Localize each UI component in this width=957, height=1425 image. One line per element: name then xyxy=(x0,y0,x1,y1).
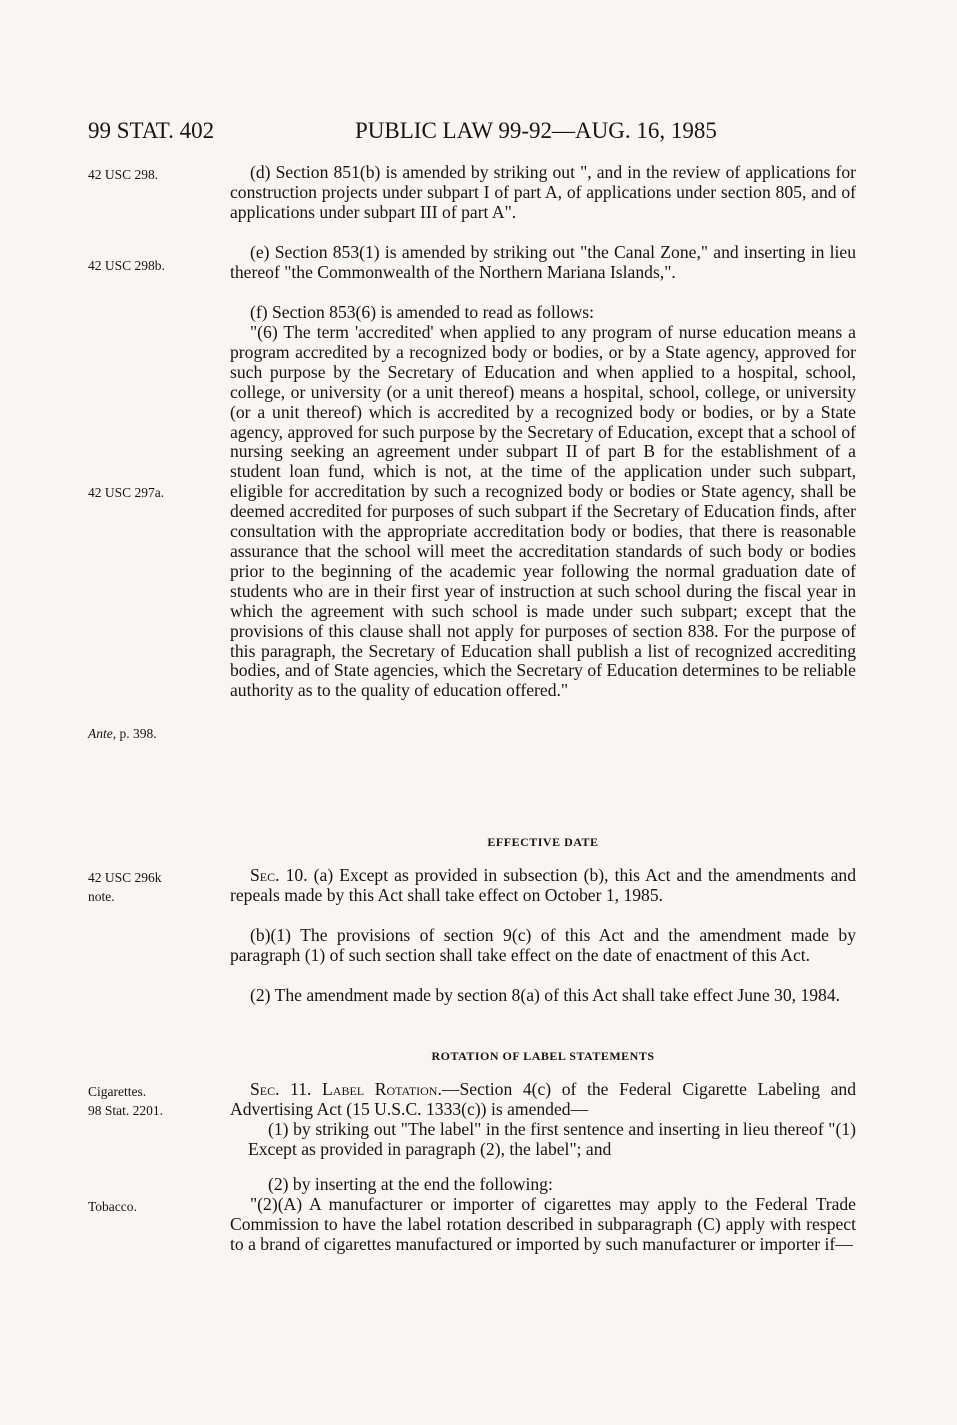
margin-note-ante xyxy=(88,724,218,743)
heading-effective-date: EFFECTIVE DATE xyxy=(487,835,599,849)
section-label: Sec. xyxy=(250,1079,280,1099)
section-10 xyxy=(230,866,856,906)
paragraph-11-2: (2) by inserting at the end the following: xyxy=(268,1174,553,1194)
stat-page-number: 99 STAT. 402 xyxy=(88,118,215,143)
section-label: Sec. xyxy=(250,865,280,885)
margin-note-42usc298b: 42 USC 298b. xyxy=(88,258,165,273)
paragraph-f: (f) Section 853(6) is amended to read as follows: xyxy=(250,302,594,322)
margin-note-42usc297a: 42 USC 297a. xyxy=(88,485,165,500)
paragraph-b1: (b)(1) The provisions of section 9(c) of this Act and the amendment made by paragraph (1) of such section shall take effect on the date of enactment of this Act. xyxy=(230,925,856,965)
section-caption: Label Rotation xyxy=(322,1079,438,1099)
section-11-text: .—Section 4(c) of the Federal Cigarette Labeling and Advertising Act (15 U.S.C. 1333(c)) is amended— xyxy=(230,1079,856,1119)
section-10-text: 10. (a) Except as provided in subsection (b), this Act and the amendments and repeals made by this Act shall take effect on October 1, 1985. xyxy=(230,865,856,905)
ante-italic: Ante, xyxy=(88,726,117,741)
margin-note-cigarettes xyxy=(88,1082,218,1120)
margin-note-42usc296k xyxy=(88,868,218,906)
margin-note-line: note. xyxy=(88,889,115,904)
heading-rotation-of-label-statements: ROTATION OF LABEL STATEMENTS xyxy=(431,1049,655,1063)
margin-note-42usc298: 42 USC 298. xyxy=(88,167,159,182)
section-11-number: 11. xyxy=(279,1079,323,1099)
section-11 xyxy=(230,1080,856,1120)
paragraph-e: (e) Section 853(1) is amended by striking out "the Canal Zone," and inserting in lieu thereof "the Commonwealth of the Northern Mariana Islands,". xyxy=(230,242,856,282)
public-law-title: PUBLIC LAW 99-92—AUG. 16, 1985 xyxy=(355,118,717,143)
paragraph-11-2A: "(2)(A) A manufacturer or importer of cigarettes may apply to the Federal Trade Commission to have the label rotation described in subparagraph (C) apply with respect to a brand of cigarettes manufactured or imported by such manufacturer or importer if— xyxy=(230,1194,856,1254)
paragraph-d: (d) Section 851(b) is amended by striking out ", and in the review of applications for construction projects under subpart I of part A, of applications under section 805, and of applications under subpart III of part A". xyxy=(230,162,856,222)
paragraph-f6-definition: "(6) The term 'accredited' when applied to any program of nurse education means a program accredited by a recognized body or bodies, or by a State agency, approved for such purpose by the Secretary of Education and when applied to a hospital, school, college, or university (or a unit thereof) means a hospital, school, college, or university (or a unit thereof) which is accredited by a recognized body or bodies, or by a State agency, approved for such purpose by the Secretary of Education, except that a school of nursing seeking an agreement under subpart II of part B for the establishment of a student loan fund, which is not, at the time of the application under such subpart, eligible for accreditation by such a recognized body or bodies or State agency, shall be deemed accredited for purposes of such subpart if the Secretary of Education finds, after consultation with the appropriate accreditation body or bodies, that there is reasonable assurance that the school will meet the accreditation standards of such body or bodies prior to the beginning of the academic year following the normal graduation date of students who are in their first year of instruction at such school during the fiscal year in which the agreement with such school is made under such subpart; except that the provisions of this clause shall not apply for purposes of section 838. For the purpose of this paragraph, the Secretary of Education shall publish a list of recognized accrediting bodies, and of State agencies, which the Secretary of Education determines to be reliable authority as to the quality of education offered." xyxy=(230,322,856,701)
margin-note-line: 98 Stat. 2201. xyxy=(88,1103,164,1118)
ante-page: p. 398. xyxy=(116,726,157,741)
margin-note-line: 42 USC 296k xyxy=(88,870,162,885)
margin-note-tobacco: Tobacco. xyxy=(88,1199,137,1214)
paragraph-b2: (2) The amendment made by section 8(a) of this Act shall take effect June 30, 1984. xyxy=(250,985,841,1005)
paragraph-11-1: (1) by striking out "The label" in the first sentence and inserting in lieu thereof "(1) Except as provided in paragraph (2), the label"; and xyxy=(248,1119,856,1159)
margin-note-line: Cigarettes. xyxy=(88,1084,147,1099)
